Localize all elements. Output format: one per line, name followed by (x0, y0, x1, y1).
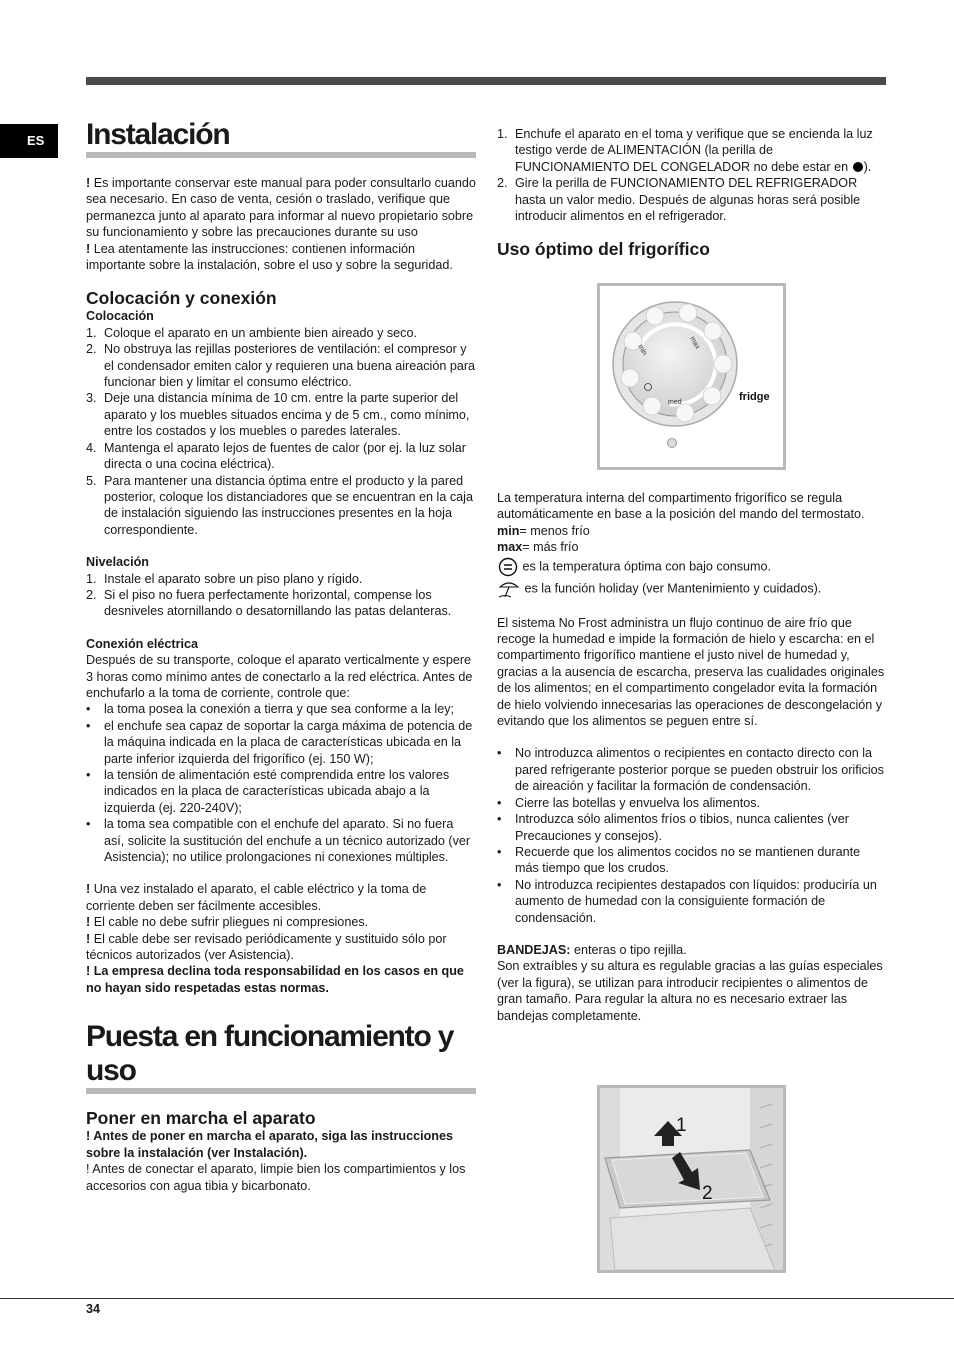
step-two-label: 2 (702, 1183, 713, 1204)
indicator-light (668, 439, 677, 448)
list-item: 2. Si el piso no fuera perfectamente horizontal, compense los desniveles atornillando o desatornillando las patas delanteras. (86, 587, 452, 619)
trays-paragraph: Son extraíbles y su altura es regulable gracias a las guías especiales (ver la figura), se utilizan para introducir recipientes o alimentos de gran tamaño. Para regular la altura no es necesario extraer las bandejas completamente. (497, 959, 883, 1023)
filled-circle-icon (853, 162, 863, 172)
subheading-leveling: Nivelación (86, 555, 149, 570)
shelf-figure (597, 1085, 786, 1273)
temperature-paragraph: La temperatura interna del compartimento frigorífico se regula automáticamente en base a la posición del mando del termostato. (497, 491, 865, 522)
warning-paragraph: ! Una vez instalado el aparato, el cable eléctrico y la toma de corriente deben ser fácilmente accesibles. (86, 882, 427, 913)
language-tab: ES (0, 124, 58, 158)
step-one-label: 1 (676, 1115, 687, 1136)
intro-paragraph: ! Lea atentamente las instrucciones: contienen información importante sobre la instalación, sobre el uso y sobre la seguridad. (86, 241, 453, 273)
warning-paragraph: ! El cable no debe sufrir pliegues ni compresiones. (86, 915, 369, 930)
start-steps (497, 126, 887, 224)
list-item: • la tensión de alimentación esté comprendida entre los valores indicados en la placa de características ubicada abajo a la izquierda (ej. 220-240V); (86, 768, 450, 815)
holiday-legend: es la función holiday (ver Mantenimiento y cuidados). (497, 579, 887, 599)
heading-placement-connection: Colocación y conexión (86, 288, 277, 309)
shelf-drawing (600, 1088, 783, 1270)
list-item: • No introduzca recipientes destapados con líquidos: produciría un aumento de humedad con la consiguiente formación de condensación. (497, 877, 877, 925)
intro-paragraph: ! Es importante conservar este manual para poder consultarlo cuando sea necesario. En caso de venta, cesión o traslado, verifique que permanezca junto al aparato para informar al nuevo propietario sobre su funcionamiento y sobre las precauciones durante su uso (86, 176, 476, 240)
list-item: • el enchufe sea capaz de soportar la carga máxima de potencia de la máquina indicada en la placa de características ubicada en la parte inferior izquierda del frigorífico (ej. 150 W); (86, 718, 473, 766)
fridge-label: fridge (739, 391, 770, 403)
list-item: 1. Instale el aparato sobre un piso plano y rígido. (86, 571, 363, 586)
list-item: 4. Mantenga el aparato lejos de fuentes de calor (por ej. la luz solar directa o una cocina eléctrica). (86, 440, 466, 472)
responsibility-warning: ! La empresa declina toda responsabilidad en los casos en que no hayan sido respetadas estas normas. (86, 964, 464, 995)
usage-bullets (497, 745, 887, 925)
thermostat-dial-figure (597, 283, 786, 470)
min-legend: min= menos frío (497, 523, 590, 538)
subheading-placement: Colocación (86, 309, 154, 324)
electric-bullets (86, 701, 476, 865)
start-bold-note: ! Antes de poner en marcha el aparato, siga las instrucciones sobre la instalación (ver Instalación). (86, 1129, 453, 1160)
list-item: • Introduzca sólo alimentos fríos o tibios, nunca calientes (ver Precauciones y consejos). (497, 812, 849, 843)
footer-rule (0, 1298, 954, 1299)
subheading-electric: Conexión eléctrica (86, 636, 198, 651)
list-item: • Cierre las botellas y envuelva los alimentos. (497, 795, 760, 810)
section-title-startup: Puesta en funcionamiento y uso (86, 1020, 476, 1094)
list-item: • No introduzca alimentos o recipientes en contacto directo con la pared refrigerante posterior porque se pueden obstruir los orificios de aireación y facilitar la formación de condensación. (497, 746, 884, 794)
list-item: • la toma sea compatible con el enchufe del aparato. Si no fuera así, solicite la sustitución del enchufe a un técnico autorizado (ver Asistencia); no utilice prolongaciones ni conexiones múltiples. (86, 817, 471, 865)
right-column-body (497, 490, 887, 1024)
warning-paragraph: ! El cable debe ser revisado periódicamente y sustituido sólo por técnicos autorizados (ver Asistencia). (86, 931, 447, 963)
nofrost-paragraph: El sistema No Frost administra un flujo continuo de aire frío que recoge la humedad e impide la formación de hielo y escarcha: en el compartimento frigorífico mantiene el justo nivel de humedad y, gracias a la ausencia de escarcha, preserva las cualidades originales de los alimentos; en el compartimento congelador evita la formación de hielo volviendo innecesarias las operaciones de descongelación y evitando que los alimentos se peguen entre sí. (497, 615, 885, 729)
list-item: • la toma posea la conexión a tierra y que sea conforme a la ley; (86, 702, 455, 717)
leveling-list (86, 571, 476, 620)
dial-max-label: max (688, 335, 701, 351)
section-title-installation: Instalación (86, 118, 476, 158)
list-item: 5. Para mantener una distancia óptima entre el producto y la pared posterior, coloque los distanciadores que se encuentran en la caja de instalación siguiendo las instrucciones presentes en la hoja correspondiente. (86, 473, 473, 537)
dial-min-label: min (636, 343, 648, 357)
list-item: 2. No obstruya las rejillas posteriores de ventilación: el compresor y el condensador emiten calor y requieren una buena aireación para funcionar bien y limitar el consumo eléctrico. (86, 342, 476, 390)
eco-legend: es la temperatura óptima con bajo consumo. (497, 557, 887, 577)
heading-start-appliance: Poner en marcha el aparato (86, 1108, 316, 1129)
start-note: ! Antes de conectar el aparato, limpie bien los compartimientos y los accesorios con agua tibia y bicarbonato. (86, 1162, 466, 1193)
list-item: 3. Deje una distancia mínima de 10 cm. entre la parte superior del aparato y los muebles situados encima y de 5 cm., como mínimo, entre los costados y los muebles o paredes laterales. (86, 391, 470, 439)
placement-list (86, 325, 476, 538)
left-column (86, 118, 476, 1194)
top-rule (86, 77, 886, 85)
heading-optimal-use: Uso óptimo del frigorífico (497, 239, 710, 260)
list-item: • Recuerde que los alimentos cocidos no se mantienen durante más tiempo que los crudos. (497, 844, 861, 876)
holiday-umbrella-icon (497, 579, 521, 599)
list-item: 1. Coloque el aparato en un ambiente bien aireado y seco. (86, 325, 417, 340)
right-column (497, 126, 887, 259)
electric-paragraph: Después de su transporte, coloque el aparato verticalmente y espere 3 horas como mínimo antes de conectarlo a la red eléctrica. Antes de enchufarlo a la toma de corriente, controle que: (86, 653, 473, 700)
thermostat-dial-drawing (600, 286, 783, 467)
list-item: 2. Gire la perilla de FUNCIONAMIENTO DEL REFRIGERADOR hasta un valor medio. Después de algunas horas será posible introducir alimentos en el refrigerador. (497, 176, 861, 224)
dial-med-label: med (668, 399, 682, 406)
trays-line: BANDEJAS: enteras o tipo rejilla. (497, 942, 687, 957)
list-item: 1. Enchufe el aparato en el toma y verifique que se encienda la luz testigo verde de ALIMENTACIÓN (la perilla de FUNCIONAMIENTO DEL CONGELADOR no debe estar en ). (497, 127, 873, 174)
page-number: 34 (86, 1302, 101, 1316)
max-legend: max= más frío (497, 540, 579, 555)
eco-temp-icon (497, 557, 519, 577)
